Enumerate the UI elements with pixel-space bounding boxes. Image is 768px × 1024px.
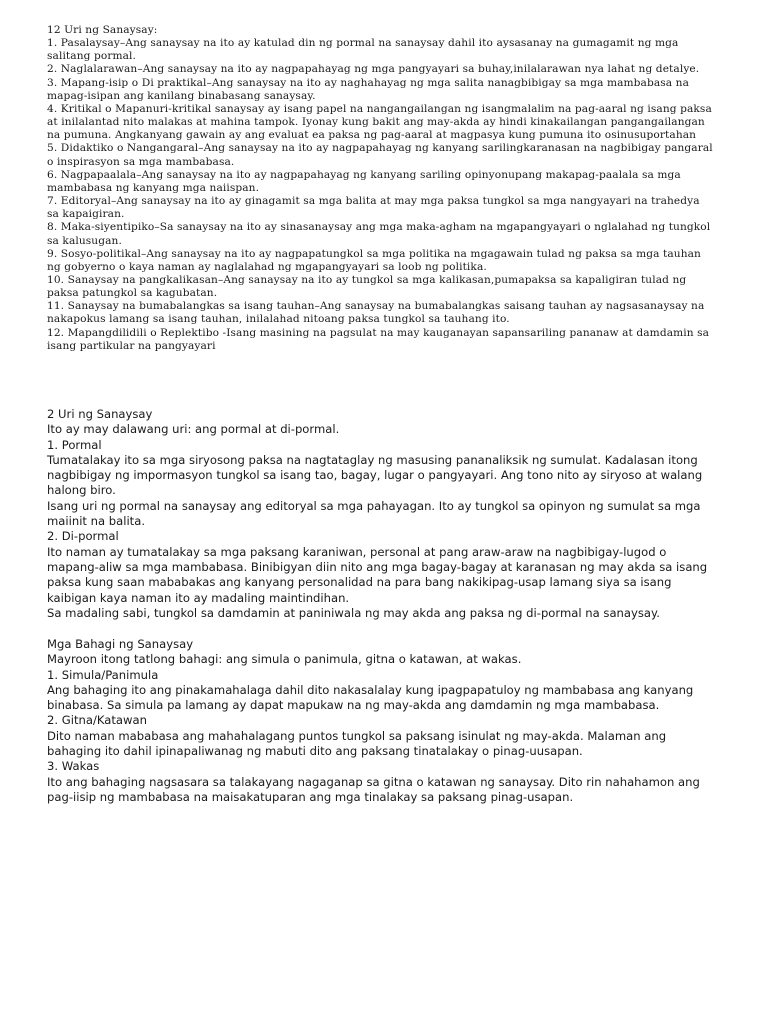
section-12-uri [47,24,715,353]
list-item: 5. Didaktiko o Nangangaral–Ang sanaysay na ito ay nagpapahayag ng kanyang sarilingkaranasan na nagbibigay pangaral o inspirasyon sa mga mambabasa. [47,142,713,168]
list-item: 7. Editoryal–Ang sanaysay na ito ay ginagamit sa mga balita at may mga paksa tungkol sa mga nangyayari na trahedya sa kapaigiran. [47,195,700,221]
paragraph: Isang uri ng pormal na sanaysay ang editoryal sa mga pahayagan. Ito ay tungkol sa opinyon ng sumulat sa mga maiinit na balita. [47,498,701,529]
list-item: 3. Mapang-isip o Di praktikal–Ang sanaysay na ito ay naghahayag ng mga salita nanagbibigay sa mga mambabasa na mapag-isipan ang kanilang binabasang sanaysay. [47,76,690,102]
paragraph: Ito naman ay tumatalakay sa mga paksang karaniwan, personal at pang araw-araw na nagbibigay-lugod o mapang-aliw sa mga mambabasa. Binibigyan diin nito ang mga bagay-bagay at karanasan ng may akda sa isang paksa kung saan mababakas ang kanyang personalidad na para bang nakikipag-usap lamang siya sa isang kaibigan kaya naman ito ay madaling maintindihan. [47,544,708,605]
section-title: Mga Bahagi ng Sanaysay [47,637,194,651]
subheading-wakas: 3. Wakas [47,759,100,774]
list-item: 4. Kritikal o Mapanuri-kritikal sanaysay ay isang papel na nangangailangan ng isangmalalim na pag-aaral ng isang paksa at inilalantad nito malakas at mahina tampok. Iyonay kung bakit ang may-akda ay hindi kinakailangan pangangailangan na pumuna. Angkanyang gawain ay ang evaluat ea paksa ng pag-aaral at magpasya kung pumuna ito osinusuportahan [47,102,712,142]
paragraph: Ito ay may dalawang uri: ang pormal at di-pormal. [47,422,340,437]
subheading-simula: 1. Simula/Panimula [47,667,159,682]
list-item: 8. Maka-siyentipiko–Sa sanaysay na ito ay sinasanaysay ang mga maka-agham na mgapangyayari o nglalahad ng tungkol sa kalusugan. [47,221,711,247]
subheading-pormal: 1. Pormal [47,437,102,452]
paragraph: Mayroon itong tatlong bahagi: ang simula o panimula, gitna o katawan, at wakas. [47,652,522,667]
list-item: 10. Sanaysay na pangkalikasan–Ang sanaysay na ito ay tungkol sa mga kalikasan,pumapaksa sa kapaligiran tulad ng paksa patungkol sa kagubatan. [47,273,687,300]
list-item: 12. Mapangdilidili o Replektibo -Isang masining na pagsulat na may kauganayan sapansariling pananaw at damdamin sa isang partikular na pangyayari [47,326,710,352]
list-item: 9. Sosyo-politikal–Ang sanaysay na ito ay nagpapatungkol sa mga politika na mgagawain tulad ng paksa sa mga tauhan ng gobyerno o kaya naman ay naglalahad ng mgapangyayari sa loob ng politika. [47,247,701,273]
list-item: 11. Sanaysay na bumabalangkas sa isang tauhan–Ang sanaysay na bumabalangkas saisang tauhan ay nagsasanaysay na nakapokus lamang sa isang tauhan, inilalahad nitoang paksa tungkol sa tauhang ito. [47,300,705,326]
list-item: 1. Pasalaysay–Ang sanaysay na ito ay katulad din ng pormal na sanaysay dahil ito aysasanay na gumagamit ng mga salitang pormal. [47,37,679,63]
paragraph: Dito naman mababasa ang mahahalagang puntos tungkol sa paksang isinulat ng may-akda. Malaman ang bahaging ito dahil ipinapaliwanag ng mabuti dito ang paksang tinatalakay o pinag-uusapan. [47,728,667,759]
section-title: 12 Uri ng Sanaysay: [47,24,158,36]
paragraph: Sa madaling sabi, tungkol sa damdamin at paniniwala ng may akda ang paksa ng di-pormal na sanaysay. [47,605,660,620]
paragraph: Ito ang bahaging nagsasara sa talakayang nagaganap sa gitna o katawan ng sanaysay. Dito rin nahahamon ang pag-iisip ng mambabasa na maisakatuparan ang mga tinalakay sa paksang pinag-usapan. [47,774,700,804]
section-title: 2 Uri ng Sanaysay [47,407,153,421]
subheading-di-pormal: 2. Di-pormal [47,529,119,544]
list-item: 2. Naglalarawan–Ang sanaysay na ito ay nagpapahayag ng mga pangyayari sa buhay,inilalarawan nya lahat ng detalye. [47,63,700,76]
subheading-gitna: 2. Gitna/Katawan [47,713,147,728]
list-item: 6. Nagpapaalala–Ang sanaysay na ito ay nagpapahayag ng kanyang sariling opinyonupang makapag-paalala sa mga mambabasa ng kanyang mga naiispan. [47,168,681,194]
paragraph: Ang bahaging ito ang pinakamahalaga dahil dito nakasalalay kung ipagpapatuloy ng mambabasa ang kanyang binabasa. Sa simula pa lamang ay dapat mapukaw na ng may-akda ang damdamin ng mga mambabasa. [47,682,694,713]
section-2-uri [47,407,715,621]
section-mga-bahagi [47,637,715,805]
paragraph: Tumatalakay ito sa mga siryosong paksa na nagtataglay ng masusing pananaliksik ng sumulat. Kadalasan itong nagbibigay ng impormasyon tungkol sa isang tao, bagay, lugar o pangyayari. Ang tono nito ay siryoso at walang halong biro. [47,452,703,498]
